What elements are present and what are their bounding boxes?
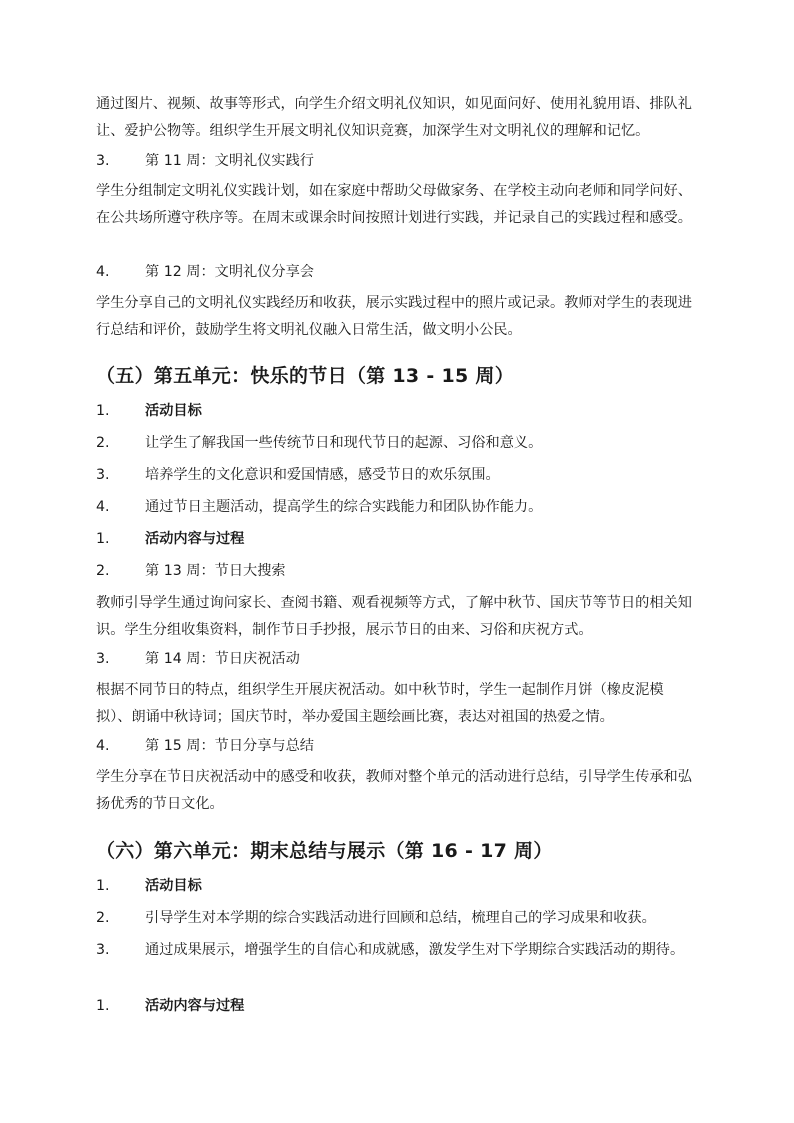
list-text: 通过节日主题活动，提高学生的综合实践能力和团队协作能力。	[145, 499, 543, 515]
list-text: 让学生了解我国一些传统节日和现代节日的起源、习俗和意义。	[145, 435, 543, 451]
list-number: 1.	[96, 531, 110, 547]
list-text: 第 12 周：文明礼仪分享会	[145, 264, 314, 280]
list-number: 4.	[96, 738, 110, 754]
list-number: 4.	[96, 499, 110, 515]
list-text: 第 15 周：节日分享与总结	[145, 738, 314, 754]
list-text: 第 13 周：节日大搜索	[145, 563, 286, 579]
paragraph: 根据不同节日的特点，组织学生开展庆祝活动。如中秋节时，学生一起制作月饼（橡皮泥模拟）、朗诵中秋诗词；国庆节时，举办爱国主题绘画比赛，表达对祖国的热爱之情。	[96, 682, 664, 725]
list-number: 1.	[96, 998, 110, 1014]
list-number: 4.	[96, 264, 110, 280]
list-text: 引导学生对本学期的综合实践活动进行回顾和总结，梳理自己的学习成果和收获。	[145, 910, 656, 926]
list-number: 3.	[96, 153, 110, 169]
paragraph: 学生分享自己的文明礼仪实践经历和收获，展示实践过程中的照片或记录。教师对学生的表现进行总结和评价，鼓励学生将文明礼仪融入日常生活，做文明小公民。	[96, 295, 692, 338]
paragraph: 学生分组制定文明礼仪实践计划，如在家庭中帮助父母做家务、在学校主动向老师和同学问好、在公共场所遵守秩序等。在周末或课余时间按照计划进行实践，并记录自己的实践过程和感受。	[96, 183, 692, 226]
paragraph: 教师引导学生通过询问家长、查阅书籍、观看视频等方式，了解中秋节、国庆节等节日的相关知识。学生分组收集资料，制作节日手抄报，展示节日的由来、习俗和庆祝方式。	[96, 595, 692, 638]
list-text: 活动内容与过程	[145, 531, 245, 547]
list-text: 活动目标	[145, 403, 202, 419]
list-text: 通过成果展示，增强学生的自信心和成就感，激发学生对下学期综合实践活动的期待。	[145, 942, 685, 958]
list-number: 3.	[96, 467, 110, 483]
list-number: 2.	[96, 910, 110, 926]
section-heading: （六）第六单元：期末总结与展示（第 16 - 17 周）	[96, 840, 553, 862]
paragraph: 学生分享在节日庆祝活动中的感受和收获，教师对整个单元的活动进行总结，引导学生传承和弘扬优秀的节日文化。	[96, 769, 692, 812]
list-number: 2.	[96, 563, 110, 579]
section-heading: （五）第五单元：快乐的节日（第 13 - 15 周）	[96, 365, 515, 387]
list-number: 1.	[96, 878, 110, 894]
list-text: 培养学生的文化意识和爱国情感，感受节日的欢乐氛围。	[145, 467, 500, 483]
list-number: 2.	[96, 435, 110, 451]
list-number: 3.	[96, 651, 110, 667]
list-number: 1.	[96, 403, 110, 419]
list-text: 活动目标	[145, 878, 202, 894]
list-text: 第 14 周：节日庆祝活动	[145, 651, 300, 667]
list-text: 活动内容与过程	[145, 998, 245, 1014]
list-text: 第 11 周：文明礼仪实践行	[145, 153, 314, 169]
paragraph: 通过图片、视频、故事等形式，向学生介绍文明礼仪知识，如见面问好、使用礼貌用语、排队礼让、爱护公物等。组织学生开展文明礼仪知识竞赛，加深学生对文明礼仪的理解和记忆。	[96, 96, 692, 139]
list-number: 3.	[96, 942, 110, 958]
